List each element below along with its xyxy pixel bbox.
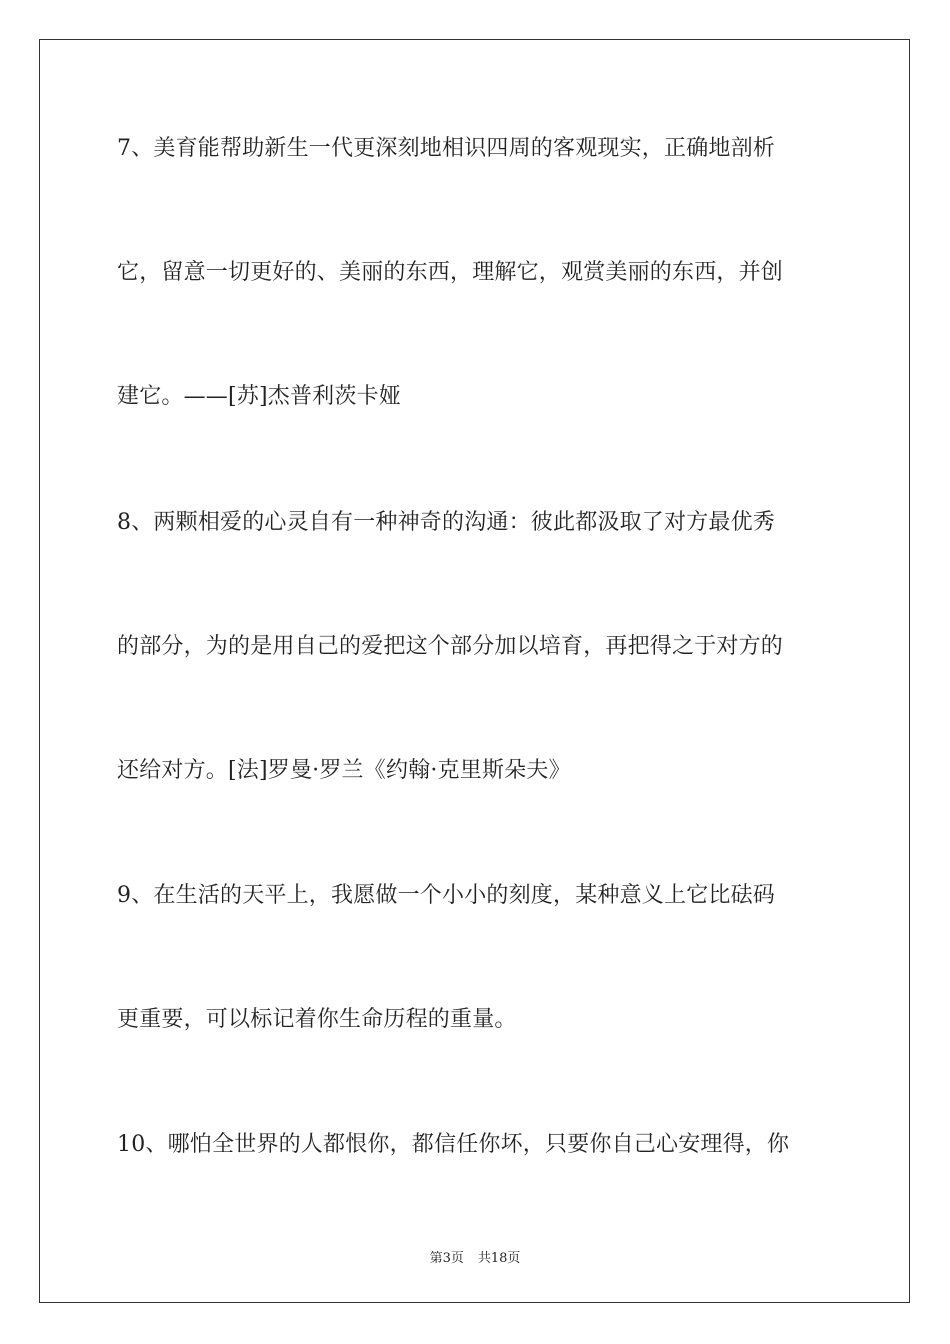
text-line: 建它。——[苏]杰普利茨卡娅	[117, 384, 401, 409]
page-border	[39, 39, 910, 1303]
page-total: 共18页	[477, 1251, 521, 1266]
text-line: 它，留意一切更好的、美丽的东西，理解它，观赏美丽的东西，并创	[117, 260, 784, 285]
page-footer	[0, 1247, 950, 1266]
text-line: 还给对方。[法]罗曼·罗兰《约翰·克里斯朵夫》	[117, 758, 571, 783]
text-line: 7、美育能帮助新生一代更深刻地相识四周的客观现实，正确地剖析	[117, 136, 775, 161]
page-number: 第3页	[429, 1251, 464, 1266]
text-line: 更重要，可以标记着你生命历程的重量。	[117, 1007, 517, 1032]
text-line: 的部分，为的是用自己的爱把这个部分加以培育，再把得之于对方的	[117, 634, 784, 659]
text-line: 8、两颗相爱的心灵自有一种神奇的沟通：彼此都汲取了对方最优秀	[117, 510, 775, 535]
text-line: 10、哪怕全世界的人都恨你，都信任你坏，只要你自己心安理得，你	[117, 1132, 790, 1157]
text-line: 9、在生活的天平上，我愿做一个小小的刻度，某种意义上它比砝码	[117, 883, 775, 908]
